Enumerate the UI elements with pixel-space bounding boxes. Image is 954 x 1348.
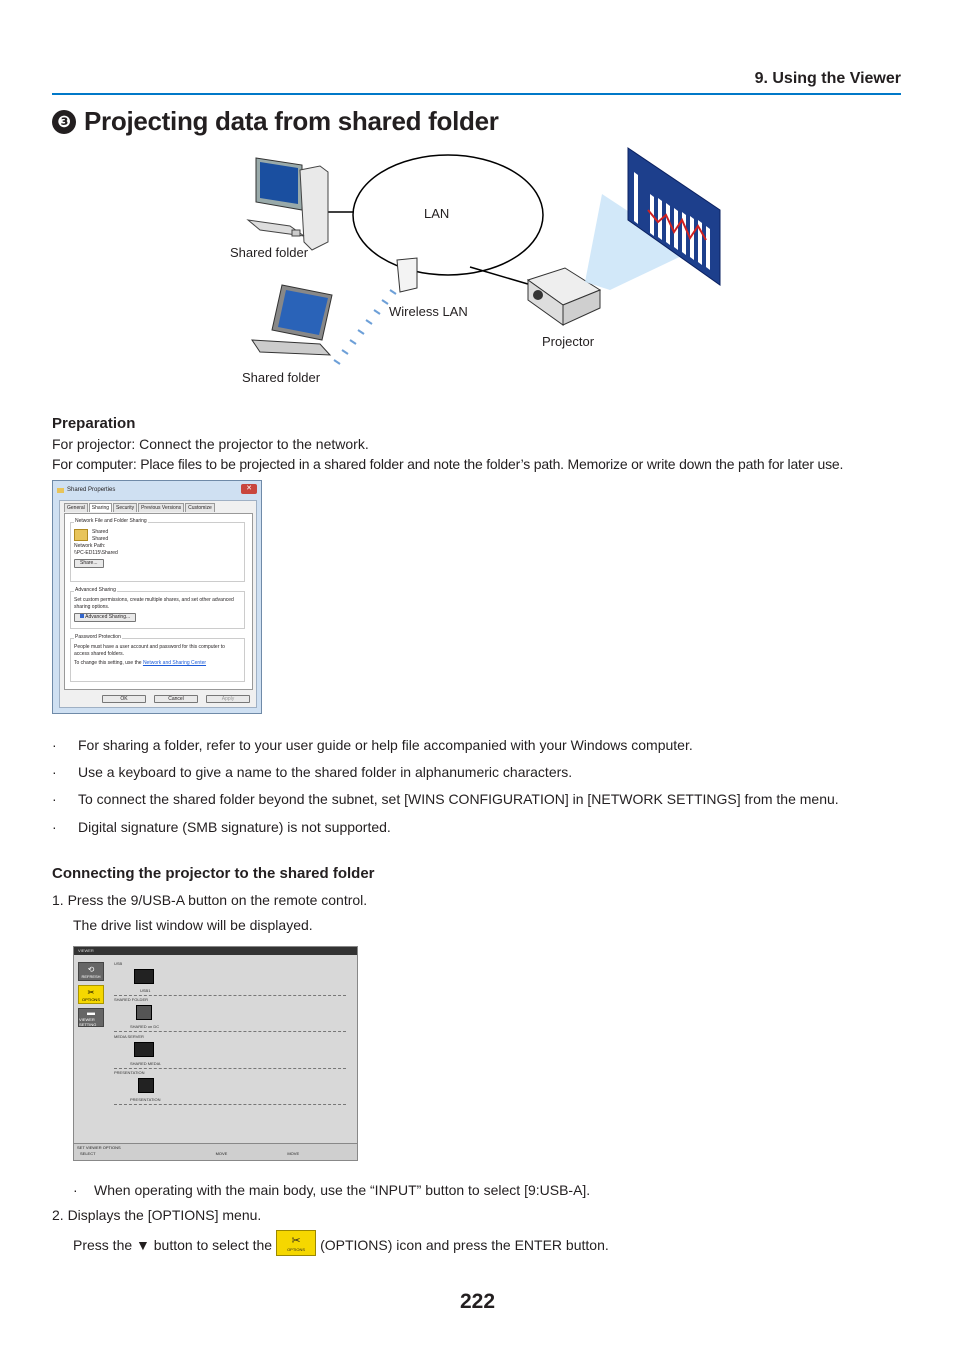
dialog-body xyxy=(59,500,257,708)
usb-section xyxy=(114,961,346,993)
advanced-sharing-group xyxy=(70,587,245,629)
tab-previous-versions[interactable]: Previous Versions xyxy=(138,503,184,512)
viewer-sidebar xyxy=(76,959,106,1139)
refresh-label: REFRESH xyxy=(81,973,101,979)
wireless-lan-label: Wireless LAN xyxy=(389,304,468,319)
bullet-text: For sharing a folder, refer to your user guide or help file accompanied with your Windows computer. xyxy=(78,737,693,753)
desktop-pc-icon xyxy=(248,158,328,250)
group-title: Network File and Folder Sharing xyxy=(75,518,147,524)
network-folder-icon[interactable] xyxy=(136,1005,152,1020)
footer-move-hint: MOVE xyxy=(215,1151,228,1156)
folder-state: Shared xyxy=(92,536,109,542)
ok-button[interactable]: OK xyxy=(102,695,146,703)
chapter-rule xyxy=(52,93,901,95)
dialog-close-button[interactable]: ✕ xyxy=(241,484,257,494)
media-server-section-label: MEDIA SERVER xyxy=(114,1034,144,1039)
laptop-icon xyxy=(252,285,332,355)
options-inline-icon xyxy=(276,1230,316,1256)
step-2-text-after: (OPTIONS) icon and press the ENTER button. xyxy=(320,1237,609,1253)
tab-security[interactable]: Security xyxy=(113,503,137,512)
network-file-sharing-group xyxy=(70,518,245,582)
step-2-detail xyxy=(73,1232,609,1258)
bullet-text: To connect the shared folder beyond the subnet, set [WINS CONFIGURATION] in [NETWORK SETTINGS] from the menu. xyxy=(78,791,839,807)
options-icon[interactable]: ✂ OPTIONS xyxy=(78,985,104,1004)
shared-properties-dialog xyxy=(52,480,262,714)
shared-folder-section xyxy=(114,997,346,1029)
password-protection-text: People must have a user account and password for this computer to access shared folders. xyxy=(74,644,225,657)
step-2: 2. Displays the [OPTIONS] menu. xyxy=(52,1207,262,1223)
options-inline-label: OPTIONS xyxy=(287,1246,306,1252)
connecting-heading: Connecting the projector to the shared folder xyxy=(52,865,375,882)
bullet-item xyxy=(52,737,693,753)
dialog-title: Shared Properties xyxy=(67,487,116,493)
shared-folder-label-bottom: Shared folder xyxy=(242,370,321,385)
password-protection-group xyxy=(70,634,245,682)
network-sharing-center-link[interactable]: Network and Sharing Center xyxy=(142,660,207,666)
bullet-mark: · xyxy=(52,819,57,835)
preparation-projector-text: For projector: Connect the projector to the network. xyxy=(52,436,369,452)
bullet-text: Use a keyboard to give a name to the shared folder in alphanumeric characters. xyxy=(78,764,573,780)
projector-label: Projector xyxy=(542,334,595,349)
viewer-titlebar: VIEWER xyxy=(74,947,357,955)
shared-folder-caption: SHARED on DC xyxy=(130,1024,160,1029)
network-path-value: \\PC-ED115\Shared xyxy=(74,550,118,556)
step-1: 1. Press the 9/USB-A button on the remote control. xyxy=(52,892,368,908)
group-title: Advanced Sharing xyxy=(75,587,116,593)
sharing-panel xyxy=(64,513,253,690)
bullet-mark: · xyxy=(52,791,57,807)
usb-drive-icon[interactable] xyxy=(134,969,154,984)
options-glyph: ✂ xyxy=(291,1234,301,1247)
usb-drive-caption: USB1 xyxy=(140,988,151,993)
footer-select-hint: SELECT xyxy=(80,1151,96,1156)
bullet-mark: · xyxy=(73,1182,78,1198)
dialog-titlebar xyxy=(53,481,261,499)
bullet-mark: · xyxy=(52,764,57,780)
presentation-section xyxy=(114,1070,346,1102)
refresh-icon[interactable]: ⟲ REFRESH xyxy=(78,962,104,981)
folder-name: Shared xyxy=(92,529,109,535)
page-number: 222 xyxy=(460,1290,496,1313)
bullet-item xyxy=(52,791,839,807)
section-number-badge: ❸ xyxy=(52,110,76,134)
network-diagram xyxy=(220,140,740,400)
cancel-button[interactable]: Cancel xyxy=(154,695,198,703)
media-server-icon[interactable] xyxy=(134,1042,154,1057)
step-2-text-before: Press the ▼ button to select the xyxy=(73,1237,273,1253)
chapter-heading: 9. Using the Viewer xyxy=(754,70,901,87)
access-point-icon xyxy=(397,258,417,292)
group-title: Password Protection xyxy=(75,634,121,640)
bullet-text: Digital signature (SMB signature) is not supported. xyxy=(78,819,391,835)
preparation-computer-text: For computer: Place files to be projected in a shared folder and note the folder’s path. Memorize or write down the path for later use. xyxy=(52,456,844,472)
preparation-heading: Preparation xyxy=(52,415,136,432)
footer-move-hint-2: MOVE xyxy=(287,1151,300,1156)
bullet-item xyxy=(52,819,391,835)
password-change-text: To change this setting, use the xyxy=(74,660,142,666)
media-server-section xyxy=(114,1034,346,1066)
advanced-sharing-button-label: Advanced Sharing... xyxy=(85,614,131,620)
presentation-icon[interactable] xyxy=(138,1078,154,1093)
shared-folder-label-top: Shared folder xyxy=(230,245,309,260)
lan-label: LAN xyxy=(424,206,450,221)
tab-customize[interactable]: Customize xyxy=(185,503,215,512)
options-label: OPTIONS xyxy=(81,996,100,1002)
share-button[interactable]: Share... xyxy=(74,559,104,568)
tab-sharing[interactable]: Sharing xyxy=(89,503,112,512)
dialog-tabs xyxy=(60,501,256,512)
bullet-item xyxy=(52,764,572,780)
advanced-sharing-button[interactable] xyxy=(74,613,136,622)
shared-folder-section-label: SHARED FOLDER xyxy=(114,997,149,1002)
dialog-footer xyxy=(102,695,250,703)
presentation-caption: PRESENTATION xyxy=(130,1097,161,1102)
shared-folder-icon xyxy=(74,529,88,541)
section-title-text: Projecting data from shared folder xyxy=(84,106,499,136)
viewer-setting-icon[interactable]: ▬ VIEWER SETTING xyxy=(78,1008,104,1027)
input-note xyxy=(73,1182,590,1198)
presentation-section-label: PRESENTATION xyxy=(114,1070,145,1075)
folder-icon xyxy=(57,488,64,493)
input-note-text: When operating with the main body, use the “INPUT” button to select [9:USB-A]. xyxy=(94,1182,591,1198)
wireless-signal-icon xyxy=(334,290,396,364)
section-title xyxy=(52,106,499,137)
bullet-mark: · xyxy=(52,737,57,753)
network-path-label: Network Path: xyxy=(74,543,106,549)
media-server-caption: SHARED MEDIA xyxy=(130,1061,161,1066)
viewer-footer-title: SET VIEWER OPTIONS xyxy=(77,1145,121,1150)
apply-button[interactable]: Apply xyxy=(206,695,250,703)
advanced-sharing-text: Set custom permissions, create multiple shares, and set other advanced sharing options. xyxy=(74,597,234,610)
viewer-drive-list-screenshot xyxy=(73,946,358,1161)
viewer-footer xyxy=(74,1143,357,1160)
step-1-detail: The drive list window will be displayed. xyxy=(73,917,313,933)
usb-section-label: USB xyxy=(114,961,123,966)
viewer-setting-label: VIEWER SETTING xyxy=(79,1017,97,1027)
shield-icon xyxy=(80,614,84,618)
tab-general[interactable]: General xyxy=(64,503,88,512)
